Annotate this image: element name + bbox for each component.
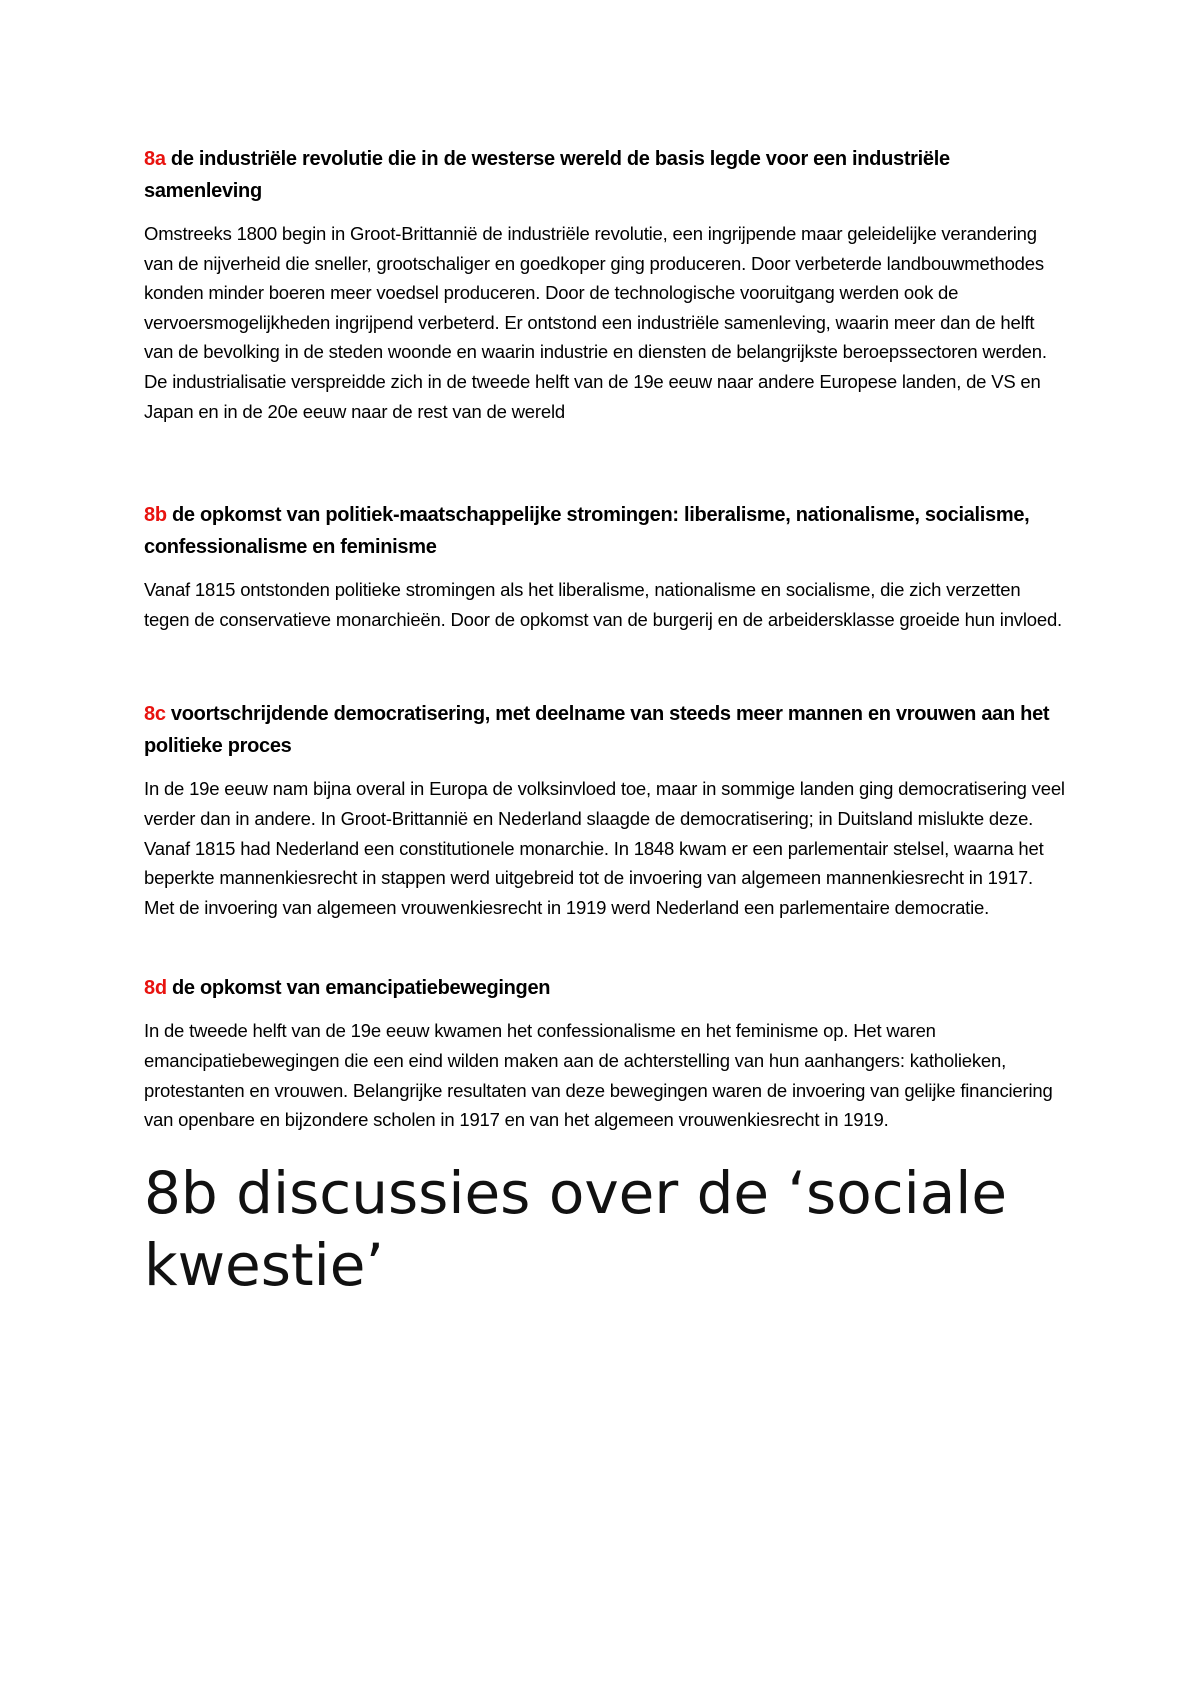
section-body: In de tweede helft van de 19e eeuw kwamen het confessionalisme en het feminisme op. Het waren emancipatiebewegingen die een eind wilden maken aan de achterstelling van hun aanhangers: katholieken, protestanten en vrouwen. Belangrijke resultaten van deze bewegingen waren de invoering van gelijke financiering van openbare en bijzondere scholen in 1917 en van het algemeen vrouwenkiesrecht in 1919. [144,1020,1053,1131]
section-title: de opkomst van emancipatiebewegingen [172,977,551,1000]
section-title: voortschrijdende democratisering, met deelname van steeds meer mannen en vrouwen aan het politieke proces [144,703,1050,758]
section-8b [144,499,1068,634]
closing-title: 8b discussies over de ‘sociale kwestie’ [144,1158,1008,1299]
spacer [144,426,1068,499]
spacer [144,634,1068,698]
section-code: 8b [144,504,167,527]
section-title: de industriële revolutie die in de westerse wereld de basis legde voor een industriële samenleving [144,148,950,202]
section-heading [144,143,1068,207]
section-code: 8a [144,148,166,170]
section-8d [144,972,1068,1134]
section-title: de opkomst van politiek-maatschappelijke stromingen: liberalisme, nationalisme, socialisme, confessionalisme en feminisme [144,504,1030,559]
section-8a [144,143,1068,426]
section-heading [144,972,1068,1004]
spacer [144,922,1068,972]
section-8c [144,698,1068,922]
section-body: Omstreeks 1800 begin in Groot-Brittannië de industriële revolutie, een ingrijpende maar geleidelijke verandering van de nijverheid die sneller, grootschaliger en goedkoper ging produceren. Door verbeterde landbouwmethodes konden minder boeren meer voedsel produceren. Door de technologische vooruitgang werden ook de vervoersmogelijkheden ingrijpend verbeterd. Er ontstond een industriële samenleving, waarin meer dan de helft van de bevolking in de steden woonde en waarin industrie en diensten de belangrijkste beroepssectoren werden. De industrialisatie verspreidde zich in de tweede helft van de 19e eeuw naar andere Europese landen, de VS en Japan en in de 20e eeuw naar de rest van de wereld [144,223,1047,422]
section-code: 8d [144,977,167,1000]
section-body: In de 19e eeuw nam bijna overal in Europa de volksinvloed toe, maar in sommige landen ging democratisering veel verder dan in andere. In Groot-Brittannië en Nederland slaagde de democratisering; in Duitsland mislukte deze. Vanaf 1815 had Nederland een constitutionele monarchie. In 1848 kwam er een parlementair stelsel, waarna het beperkte mannenkiesrecht in stappen werd uitgebreid tot de invoering van algemeen mannenkiesrecht in 1917. Met de invoering van algemeen vrouwenkiesrecht in 1919 werd Nederland een parlementaire democratie. [144,778,1065,918]
section-body: Vanaf 1815 ontstonden politieke stromingen als het liberalisme, nationalisme en socialisme, die zich verzetten tegen de conservatieve monarchieën. Door de opkomst van de burgerij en de arbeidersklasse groeide hun invloed. [144,579,1062,630]
section-code: 8c [144,703,166,726]
spacer [144,1135,1068,1157]
section-heading [144,499,1068,563]
section-heading [144,698,1068,762]
document-content [144,143,1068,1301]
